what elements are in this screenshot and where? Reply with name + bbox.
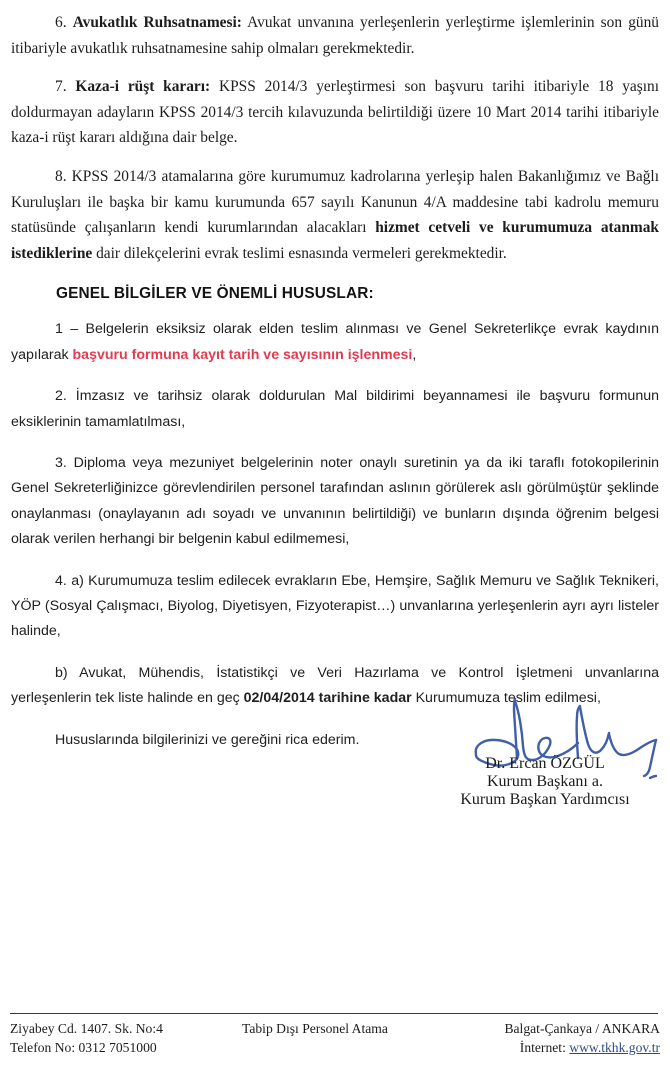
- footer-address: [10, 1019, 163, 1057]
- section-heading: GENEL BİLGİLER VE ÖNEMLİ HUSUSLAR:: [56, 285, 374, 303]
- section-1-text-part1: Belgelerin eksiksiz olarak elden teslim alınması ve Genel Sekreterlikçe evrak kaydının yapılarak: [11, 321, 659, 363]
- document-body: [11, 10, 659, 769]
- item-6-text: Avukat unvanına yerleşenlerin yerleştirme işlemlerinin son günü itibariyle avukatlık ruhsatnamesine sahip olmaları gerekmektedir.: [11, 14, 659, 57]
- footer-location: [504, 1019, 660, 1057]
- paragraph-item-8: [11, 164, 659, 266]
- signature-title-line-2: Kurum Başkan Yardımcısı: [460, 791, 630, 808]
- footer-department-label: Tabip Dışı Personel Atama: [242, 1021, 388, 1036]
- item-8-number: 8.: [55, 167, 67, 185]
- signature-title-line-1: Kurum Başkanı a.: [487, 773, 603, 790]
- paragraph-closing: Hususlarında bilgilerinizi ve gereğini rica ederim.: [55, 731, 360, 748]
- paragraph-section-4b: [11, 661, 659, 712]
- item-8-text-part2: dair dilekçelerini evrak teslimi esnasında vermeleri gerekmektedir.: [92, 244, 507, 262]
- page-footer: [10, 1019, 660, 1065]
- signature-block: [420, 755, 670, 809]
- section-4b-lead: b): [55, 664, 80, 681]
- paragraph-item-6: [11, 10, 659, 61]
- footer-phone-line: Telefon No: 0312 7051000: [10, 1040, 157, 1055]
- item-7-number: 7.: [55, 78, 67, 96]
- section-4a-lead: 4. a): [55, 572, 89, 589]
- signature-name: Dr. Ercan ÖZGÜL: [485, 755, 605, 772]
- section-2-text: İmzasız ve tarihsiz olarak doldurulan Mal bildirimi beyannamesi ile başvuru formunun eksiklerinin tamamlatılması,: [11, 388, 659, 430]
- section-4a-text: Kurumumuza teslim edilecek evrakların Ebe, Hemşire, Sağlık Memuru ve Sağlık Teknikeri, YÖP (Sosyal Çalışmacı, Biyolog, Diyetisyen, Fizyoterapist…) unvanlarına yerleşenlerin ayrı ayrı listeler halinde,: [11, 572, 659, 640]
- item-8-bold-mid: hizmet cetveli ve kurumumuza atanmak istediklerine: [11, 219, 659, 262]
- footer-divider: [10, 1013, 658, 1014]
- footer-city-line: Balgat-Çankaya / ANKARA: [504, 1021, 660, 1036]
- section-4b-text-part1: Avukat, Mühendis, İstatistikçi ve Veri Hazırlama ve Kontrol İşletmeni unvanlarına yerleşenlerin tek liste halinde en geç: [11, 664, 659, 707]
- item-6-bold-lead: Avukatlık Ruhsatnamesi:: [72, 14, 242, 31]
- paragraph-section-3: [11, 451, 659, 553]
- section-3-lead: 3.: [55, 454, 74, 471]
- section-1-highlight: başvuru formuna kayıt tarih ve sayısının işlenmesi: [72, 346, 413, 363]
- item-6-number: 6.: [55, 14, 67, 31]
- paragraph-section-1: [11, 317, 659, 368]
- section-1-lead: 1 –: [55, 321, 86, 338]
- section-2-lead: 2.: [55, 388, 76, 405]
- item-7-bold-lead: Kaza-i rüşt kararı:: [75, 78, 211, 96]
- footer-website-link[interactable]: www.tkhk.gov.tr: [569, 1040, 660, 1055]
- footer-internet-label: İnternet:: [519, 1040, 570, 1055]
- item-8-text-part1: KPSS 2014/3 atamalarına göre kurumumuz kadrolarına yerleşip halen Bakanlığımız ve Bağlı Kuruluşları ile başka bir kamu kurumunda 657 sayılı Kanunun 4/A maddesine tabi kadrolu memuru statüsünde çalışanların kendi kurumlarından alacakları: [11, 167, 659, 237]
- paragraph-item-7: [11, 74, 659, 151]
- section-4b-text-part2: Kurumumuza teslim edilmesi,: [411, 690, 601, 707]
- footer-internet-line: [504, 1038, 660, 1057]
- item-7-text: KPSS 2014/3 yerleştirmesi son başvuru tarihi itibariyle 18 yaşını doldurmayan adayların KPSS 2014/3 tercih kılavuzunda belirtildiği üzere 10 Mart 2014 tarihi itibariyle kaza-i rüşt kararı aldığına dair belge.: [11, 78, 659, 147]
- footer-department: [242, 1019, 388, 1038]
- section-1-text-part2: ,: [412, 346, 417, 363]
- section-4b-deadline: 02/04/2014 tarihine kadar: [243, 690, 412, 707]
- paragraph-section-2: [11, 384, 659, 435]
- footer-address-line-1: Ziyabey Cd. 1407. Sk. No:4: [10, 1021, 163, 1036]
- paragraph-section-4a: [11, 569, 659, 645]
- section-3-text: Diploma veya mezuniyet belgelerinin noter onaylı suretinin ya da iki taraflı fotokopilerinin Genel Sekreterliğinizce görevlendirilen personel tarafından aslının görülerek aslı görülmüştür şeklinde onaylanması (onaylayanın adı soyadı ve unvanının belirtildiği) ve bunların dışında öğrenim belgesi olarak verilen herhangi bir belgenin kabul edilmemesi,: [11, 454, 660, 548]
